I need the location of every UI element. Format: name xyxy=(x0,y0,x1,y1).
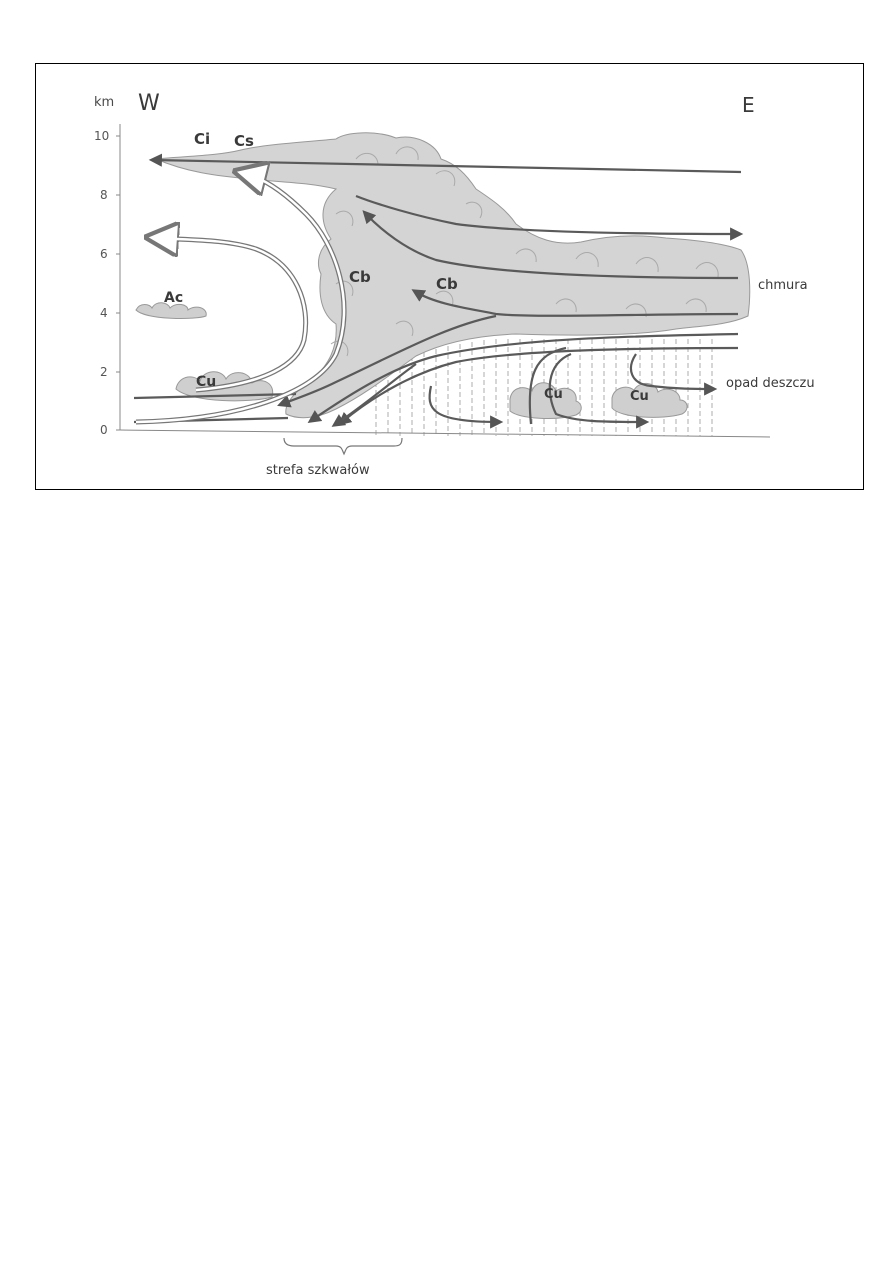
label-ac: Ac xyxy=(164,290,184,306)
direction-west: W xyxy=(138,91,160,116)
label-cb-right: Cb xyxy=(436,275,458,293)
rain-curl-1b xyxy=(430,386,498,422)
axis-unit: km xyxy=(94,95,115,110)
label-cu-left: Cu xyxy=(196,374,217,390)
direction-east: E xyxy=(742,93,755,117)
tick-2: 2 xyxy=(100,365,108,379)
tick-8: 8 xyxy=(100,188,108,202)
diagram-frame xyxy=(35,63,864,490)
tick-0: 0 xyxy=(100,423,108,437)
label-cs: Cs xyxy=(234,132,254,150)
squall-zone-brace xyxy=(284,438,402,454)
label-chmura: chmura xyxy=(758,278,808,293)
y-axis xyxy=(116,124,120,430)
ground-line xyxy=(120,430,770,437)
squall-line-cross-section xyxy=(36,64,863,489)
label-cu-mid: Cu xyxy=(544,387,563,402)
tick-10: 10 xyxy=(94,129,110,143)
label-cb-left: Cb xyxy=(349,268,371,286)
tick-4: 4 xyxy=(100,306,108,320)
label-strefa-szkwalow: strefa szkwałów xyxy=(266,463,370,478)
label-cu-right: Cu xyxy=(630,389,649,404)
label-opad-deszczu: opad deszczu xyxy=(726,376,815,391)
tick-6: 6 xyxy=(100,247,108,261)
label-ci: Ci xyxy=(194,130,211,148)
